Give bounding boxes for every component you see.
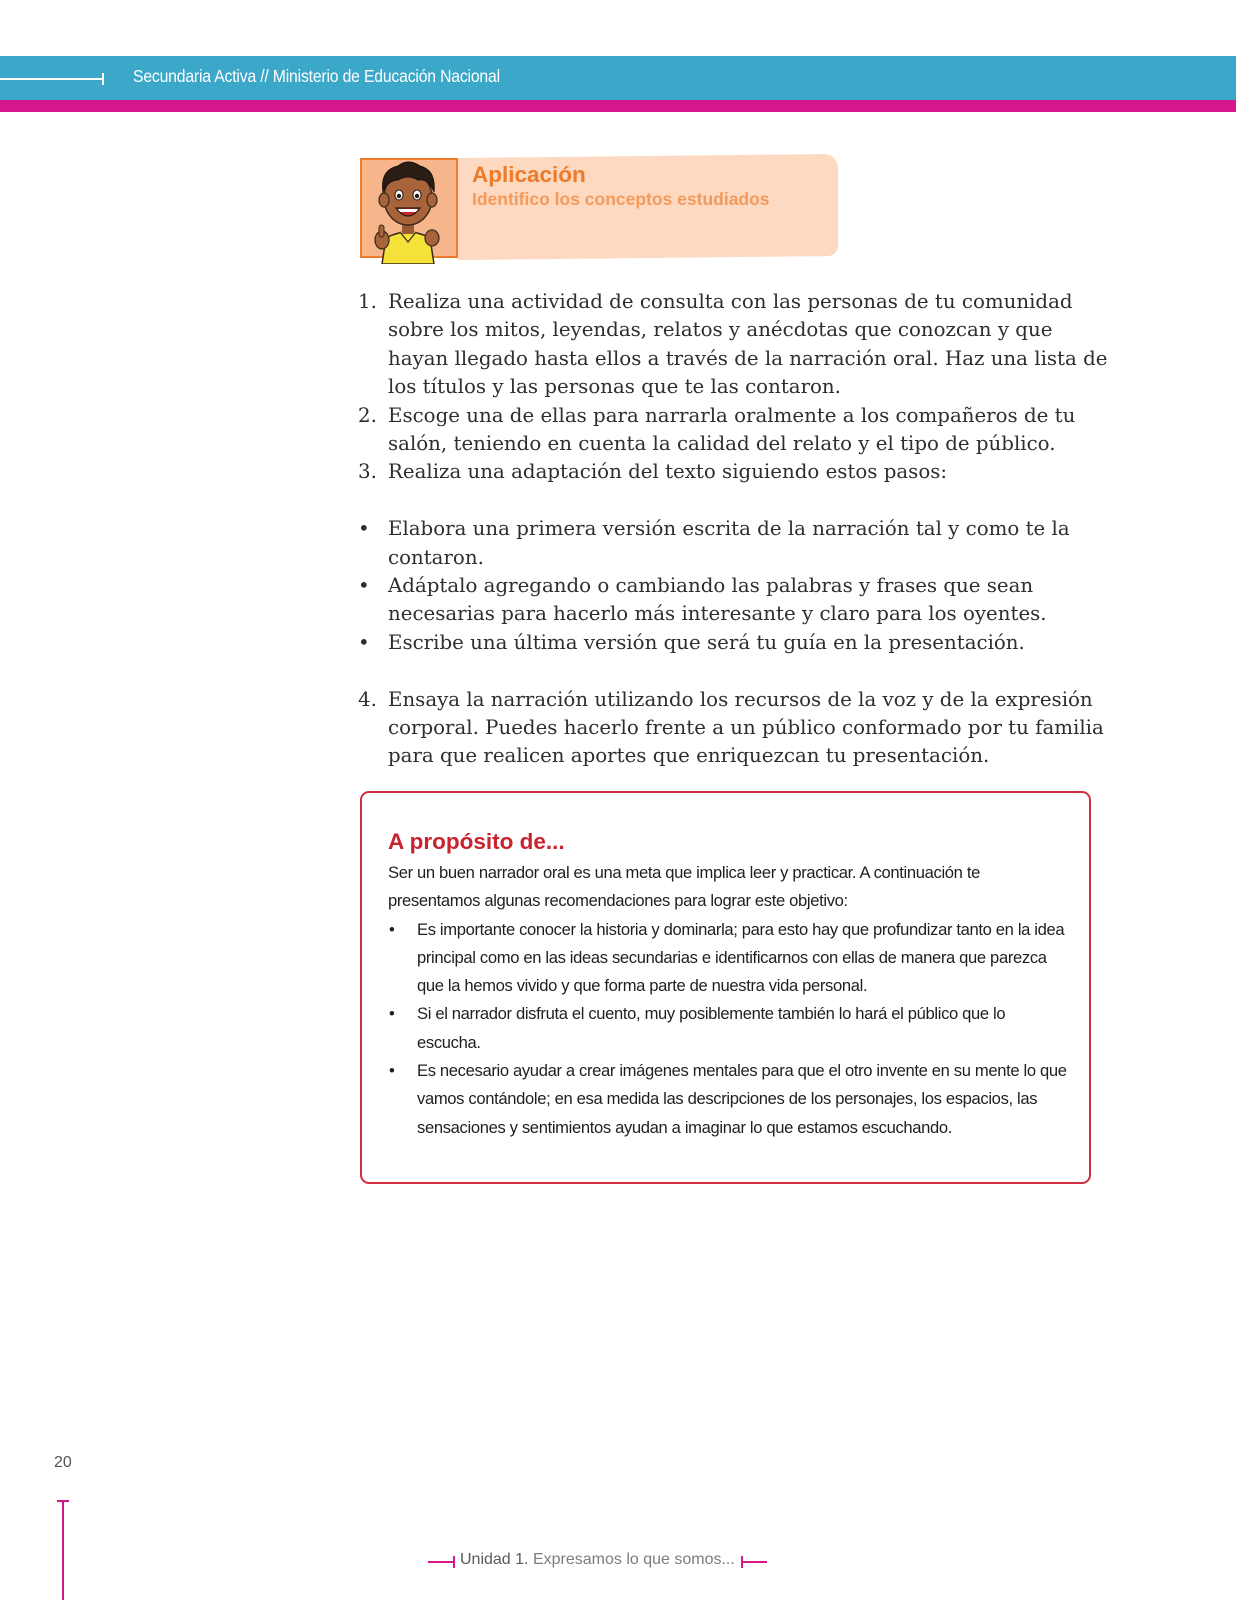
- list-item: [358, 686, 1118, 771]
- section-banner: [360, 152, 840, 264]
- callout-bullet-item: [388, 1057, 1068, 1142]
- footer-rule-left: [428, 1561, 454, 1563]
- bullet-icon: •: [358, 630, 370, 654]
- list-item: [358, 288, 1118, 402]
- callout-body: [388, 859, 1068, 1142]
- section-title: Aplicación: [472, 162, 586, 187]
- bullet-icon: •: [389, 919, 395, 939]
- spacer: [358, 657, 1118, 685]
- list-item-text: Realiza una adaptación del texto siguiendo estos pasos:: [388, 460, 948, 484]
- header-accent-stripe: [0, 100, 1236, 112]
- activity-list: [358, 288, 1118, 771]
- list-item-text: Realiza una actividad de consulta con las personas de tu comunidad sobre los mitos, leyendas, relatos y anécdotas que conozcan y que hayan llegado hasta ellos a través de la narración oral. Haz una lista de los títulos y las personas que te las contaron.: [388, 290, 1108, 399]
- bullet-text: Adáptalo agregando o cambiando las palabras y frases que sean necesarias para hacerlo más interesante y claro para los oyentes.: [388, 574, 1047, 626]
- header-rule: [0, 78, 104, 80]
- footer-rule-right-cap: [741, 1556, 743, 1568]
- list-item-number: 1.: [358, 290, 377, 313]
- bullet-icon: •: [358, 574, 370, 598]
- spacer: [358, 487, 1118, 515]
- bullet-text: Escribe una última versión que será tu guía en la presentación.: [388, 630, 1025, 654]
- list-item-number: 3.: [358, 460, 377, 484]
- unit-title: Expresamos lo que somos...: [532, 1551, 735, 1568]
- callout-bullet-text: Es importante conocer la historia y dominarla; para esto hay que profundizar tanto en la idea principal como en las ideas secundarias e identificarnos con ellas de manera que parezca que la hemos vivido y que forma parte de nuestra vida personal.: [417, 919, 1065, 996]
- bullet-icon: •: [358, 517, 370, 541]
- bullet-text: Elabora una primera versión escrita de la narración tal y como te la contaron.: [388, 517, 1070, 569]
- margin-rule: [62, 1501, 64, 1600]
- bullet-item: [358, 629, 1118, 657]
- section-subtitle: Identifico los conceptos estudiados: [472, 189, 770, 209]
- unit-number: Unidad 1.: [460, 1551, 529, 1568]
- callout-bullet-item: [388, 1000, 1068, 1057]
- footer-rule-right: [741, 1561, 767, 1563]
- footer-rule-left-cap: [453, 1556, 455, 1568]
- list-item-number: 2.: [358, 403, 377, 427]
- boy-thumbs-up-icon: [368, 152, 450, 264]
- bullet-icon: •: [389, 1061, 395, 1081]
- callout-bullet-text: Si el narrador disfruta el cuento, muy posiblemente también lo hará el público que lo escucha.: [417, 1004, 1006, 1052]
- callout-intro: Ser un buen narrador oral es una meta que implica leer y practicar. A continuación te presentamos algunas recomendaciones para lograr este objetivo:: [388, 863, 980, 911]
- list-item: [358, 458, 1118, 486]
- bullet-icon: •: [389, 1004, 395, 1024]
- list-item-text: Ensaya la narración utilizando los recursos de la voz y de la expresión corporal. Puedes hacerlo frente a un público conformado por tu familia para que realicen aportes que enriquezcan tu presentación.: [388, 687, 1104, 768]
- list-item: [358, 402, 1118, 459]
- callout-title: A propósito de...: [388, 829, 565, 854]
- footer-unit-label: [460, 1551, 735, 1569]
- list-item-text: Escoge una de ellas para narrarla oralmente a los compañeros de tu salón, teniendo en cuenta la calidad del relato y el tipo de público.: [388, 403, 1076, 456]
- callout-box: [360, 791, 1091, 1184]
- header-title: Secundaria Activa // Ministerio de Educación Nacional: [133, 66, 500, 86]
- page-number: 20: [54, 1454, 72, 1471]
- header-rule-cap: [102, 73, 104, 85]
- bullet-item: [358, 515, 1118, 572]
- bullet-item: [358, 572, 1118, 629]
- callout-bullet-item: [388, 916, 1068, 1001]
- list-item-number: 4.: [358, 687, 377, 711]
- callout-bullet-text: Es necesario ayudar a crear imágenes mentales para que el otro invente en su mente lo que vamos contándole; en esa medida las descripciones de los personajes, los espacios, las sensaciones y sentimientos ayudan a imaginar lo que estamos escuchando.: [417, 1061, 1067, 1137]
